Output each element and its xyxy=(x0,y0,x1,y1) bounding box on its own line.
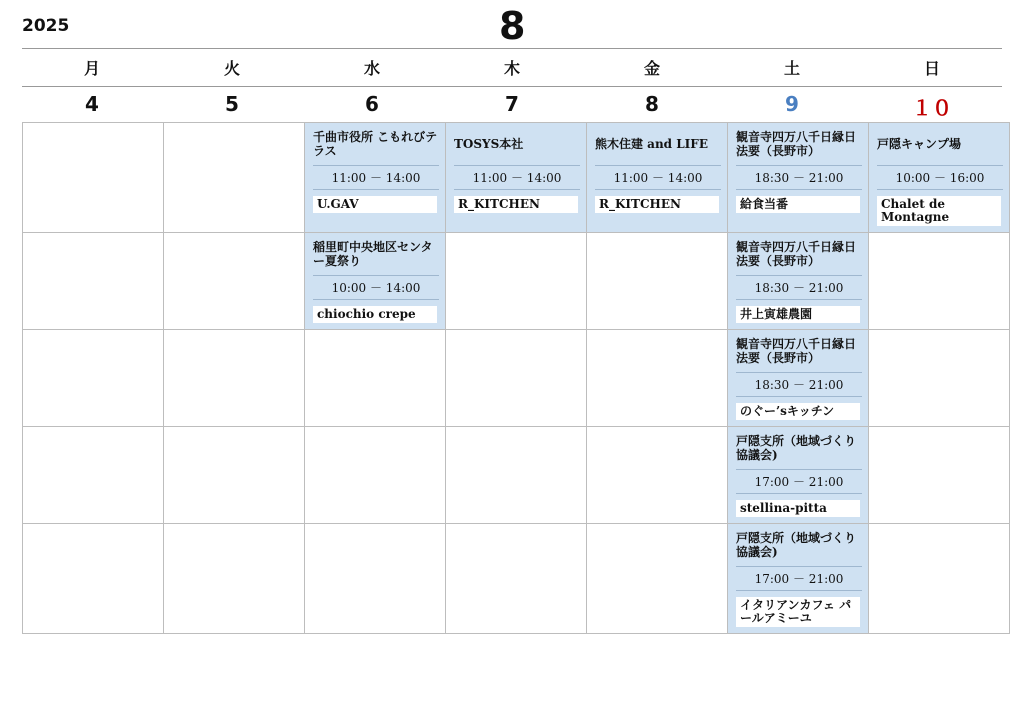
empty-cell xyxy=(869,524,1010,634)
event-vendor: R_KITCHEN xyxy=(595,196,719,213)
event-time: 18:30 － 21:00 xyxy=(736,372,862,397)
empty-cell xyxy=(305,427,446,524)
empty-cell xyxy=(164,123,305,233)
event-card[interactable] xyxy=(728,330,868,426)
date-cell: 9 xyxy=(785,92,799,116)
event-cell xyxy=(869,123,1010,233)
event-vendor: 給食当番 xyxy=(736,196,860,213)
event-time: 18:30 － 21:00 xyxy=(736,165,862,190)
divider xyxy=(22,48,1002,49)
event-cell xyxy=(728,524,869,634)
event-vendor: Chalet de Montagne xyxy=(877,196,1001,226)
event-cell xyxy=(305,123,446,233)
event-title: 観音寺四万八千日縁日法要（長野市） xyxy=(736,130,857,158)
week-row xyxy=(23,330,1010,427)
event-vendor: 井上寅雄農園 xyxy=(736,306,860,323)
empty-cell xyxy=(23,123,164,233)
event-card[interactable] xyxy=(587,123,727,219)
month-title: 8 xyxy=(499,4,526,48)
date-cell: 8 xyxy=(645,92,659,116)
week-row xyxy=(23,524,1010,634)
empty-cell xyxy=(587,427,728,524)
event-title: 観音寺四万八千日縁日法要（長野市） xyxy=(736,240,857,268)
event-title: 熊木住建 and LIFE xyxy=(595,137,708,151)
date-cell: 5 xyxy=(225,92,239,116)
empty-cell xyxy=(23,233,164,330)
event-time: 11:00 － 14:00 xyxy=(313,165,439,190)
event-time: 10:00 － 14:00 xyxy=(313,275,439,300)
event-card[interactable] xyxy=(728,123,868,219)
weekday-fri: 金 xyxy=(643,59,660,78)
weekday-header-row xyxy=(22,56,1002,79)
event-cell xyxy=(728,233,869,330)
date-cell: 7 xyxy=(505,92,519,116)
date-cell: １０ xyxy=(912,96,952,120)
weekday-sun: 日 xyxy=(923,59,940,78)
event-cell xyxy=(728,330,869,427)
empty-cell xyxy=(446,330,587,427)
weekday-tue: 火 xyxy=(223,59,240,78)
empty-cell xyxy=(164,524,305,634)
empty-cell xyxy=(587,330,728,427)
year-label: 2025 xyxy=(22,16,70,36)
event-title: 観音寺四万八千日縁日法要（長野市） xyxy=(736,337,857,365)
empty-cell xyxy=(587,233,728,330)
empty-cell xyxy=(23,330,164,427)
weekday-wed: 水 xyxy=(363,59,380,78)
event-time: 11:00 － 14:00 xyxy=(595,165,721,190)
empty-cell xyxy=(305,330,446,427)
event-card[interactable] xyxy=(728,524,868,633)
empty-cell xyxy=(446,524,587,634)
empty-cell xyxy=(446,233,587,330)
date-cell: 4 xyxy=(85,92,99,116)
event-time: 11:00 － 14:00 xyxy=(454,165,580,190)
empty-cell xyxy=(23,427,164,524)
event-time: 18:30 － 21:00 xyxy=(736,275,862,300)
weekday-sat: 土 xyxy=(783,59,800,78)
weekday-thu: 木 xyxy=(503,59,520,78)
event-title: 戸隠支所（地域づくり協議会) xyxy=(736,434,857,462)
empty-cell xyxy=(587,524,728,634)
empty-cell xyxy=(164,330,305,427)
date-cell: 6 xyxy=(365,92,379,116)
date-header-row xyxy=(22,92,1002,121)
event-cell xyxy=(728,427,869,524)
event-card[interactable] xyxy=(728,233,868,329)
event-cell xyxy=(728,123,869,233)
event-title: 千曲市役所 こもれびテラス xyxy=(313,130,438,158)
empty-cell xyxy=(446,427,587,524)
event-title: 戸隠支所（地域づくり協議会) xyxy=(736,531,857,559)
empty-cell xyxy=(869,427,1010,524)
event-title: TOSYS本社 xyxy=(454,137,524,151)
event-vendor: R_KITCHEN xyxy=(454,196,578,213)
empty-cell xyxy=(23,524,164,634)
event-vendor: のぐー’sキッチン xyxy=(736,403,860,420)
event-time: 17:00 － 21:00 xyxy=(736,566,862,591)
event-vendor: イタリアンカフェ パールアミーユ xyxy=(736,597,860,627)
event-card[interactable] xyxy=(728,427,868,523)
divider xyxy=(22,86,1002,87)
empty-cell xyxy=(164,233,305,330)
event-time: 17:00 － 21:00 xyxy=(736,469,862,494)
event-vendor: stellina-pitta xyxy=(736,500,860,517)
event-title: 戸隠キャンプ場 xyxy=(877,137,962,151)
empty-cell xyxy=(164,427,305,524)
event-card[interactable] xyxy=(869,123,1009,232)
week-row xyxy=(23,123,1010,233)
event-cell xyxy=(446,123,587,233)
event-vendor: chiochio crepe xyxy=(313,306,437,323)
empty-cell xyxy=(869,233,1010,330)
week-row xyxy=(23,233,1010,330)
weekday-mon: 月 xyxy=(83,59,100,78)
event-vendor: U.GAV xyxy=(313,196,437,213)
event-card[interactable] xyxy=(305,233,445,329)
event-card[interactable] xyxy=(305,123,445,219)
event-time: 10:00 － 16:00 xyxy=(877,165,1003,190)
empty-cell xyxy=(869,330,1010,427)
event-card[interactable] xyxy=(446,123,586,219)
calendar-grid xyxy=(22,122,1010,634)
event-cell xyxy=(305,233,446,330)
week-row xyxy=(23,427,1010,524)
event-cell xyxy=(587,123,728,233)
event-title: 稲里町中央地区センター夏祭り xyxy=(313,240,433,268)
empty-cell xyxy=(305,524,446,634)
